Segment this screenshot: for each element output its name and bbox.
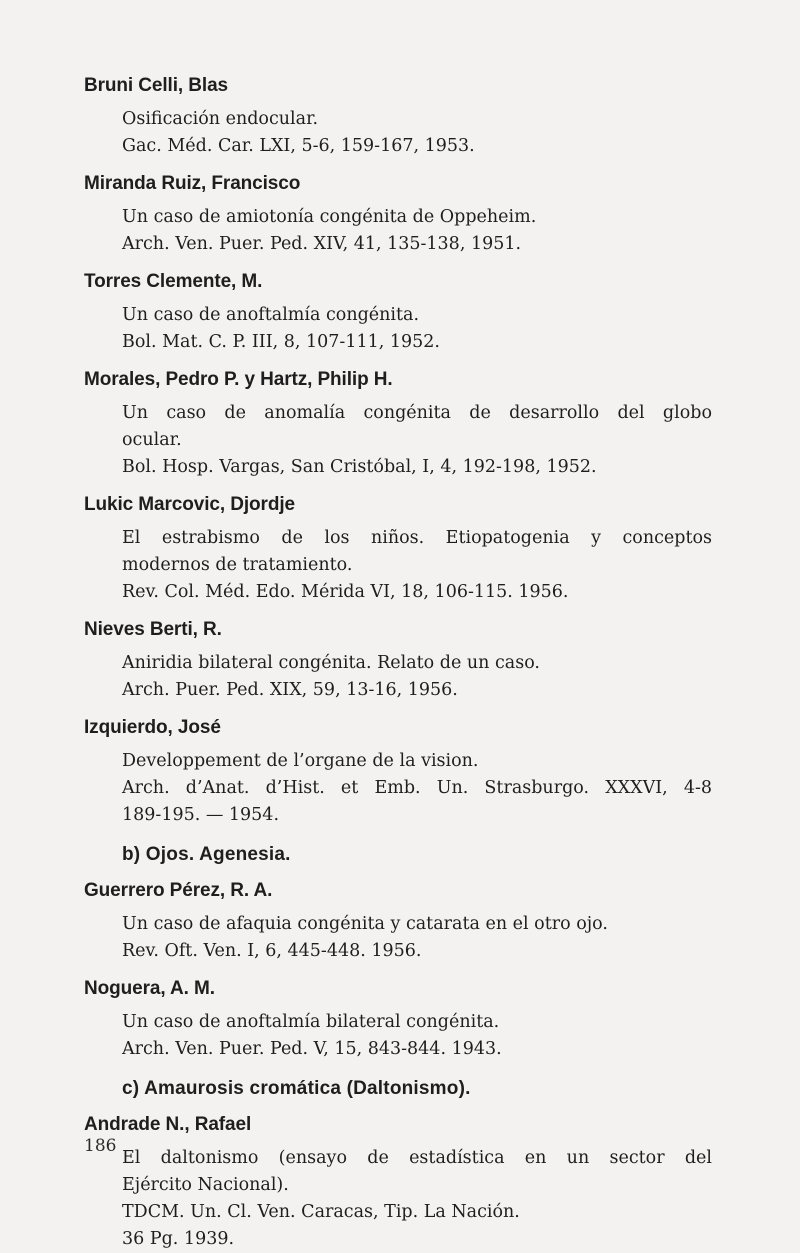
entry-author: Morales, Pedro P. y Hartz, Philip H.: [84, 369, 393, 390]
entry-line: 189-195. — 1954.: [122, 805, 280, 825]
entry-line: Arch. d’Anat. d’Hist. et Emb. Un. Strasburgo. XXXVI, 4-8: [122, 778, 712, 798]
bibliography-page: [84, 72, 712, 1253]
entry-body: [84, 1145, 712, 1253]
entry-line: Rev. Oft. Ven. I, 6, 445-448. 1956.: [122, 941, 422, 961]
entry-body: [84, 204, 712, 258]
entry-author: Guerrero Pérez, R. A.: [84, 880, 273, 901]
entry-line: modernos de tratamiento.: [122, 555, 353, 575]
entry-line: Bol. Mat. C. P. III, 8, 107-111, 1952.: [122, 332, 440, 352]
entry-line: Arch. Ven. Puer. Ped. XIV, 41, 135-138, 1951.: [122, 234, 522, 254]
entry-body: [84, 400, 712, 481]
section-heading: b) Ojos. Agenesia.: [122, 844, 291, 865]
page-number: 186: [84, 1136, 117, 1156]
entry-author: Andrade N., Rafael: [84, 1114, 252, 1135]
entry-line: Developpement de l’organe de la vision.: [122, 751, 479, 771]
entry-line: Rev. Col. Méd. Edo. Mérida VI, 18, 106-115. 1956.: [122, 582, 569, 602]
entry-line: Bol. Hosp. Vargas, San Cristóbal, I, 4, 192-198, 1952.: [122, 457, 597, 477]
entry-line: 36 Pg. 1939.: [122, 1229, 235, 1249]
entry-author: Torres Clemente, M.: [84, 271, 263, 292]
entry-body: [84, 106, 712, 160]
entry-line: El estrabismo de los niños. Etiopatogenia y conceptos: [122, 528, 712, 548]
entry-body: [84, 748, 712, 829]
entry-line: Un caso de anoftalmía congénita.: [122, 305, 420, 325]
entry-body: [84, 1009, 712, 1063]
entry-line: Un caso de amiotonía congénita de Oppeheim.: [122, 207, 537, 227]
entry-line: Ejército Nacional).: [122, 1175, 289, 1195]
entry-line: Un caso de anoftalmía bilateral congénita.: [122, 1012, 500, 1032]
entry-line: El daltonismo (ensayo de estadística en un sector del: [122, 1148, 712, 1168]
entry-author: Lukic Marcovic, Djordje: [84, 494, 295, 515]
entry-author: Miranda Ruiz, Francisco: [84, 173, 301, 194]
entry-author: Bruni Celli, Blas: [84, 75, 229, 96]
entry-body: [84, 525, 712, 606]
entry-line: ocular.: [122, 430, 182, 450]
entry-author: Izquierdo, José: [84, 717, 221, 738]
entry-line: Gac. Méd. Car. LXI, 5-6, 159-167, 1953.: [122, 136, 475, 156]
entry-line: Un caso de anomalía congénita de desarrollo del globo: [122, 403, 712, 423]
section-heading: c) Amaurosis cromática (Daltonismo).: [122, 1078, 471, 1099]
entry-line: Arch. Ven. Puer. Ped. V, 15, 843-844. 1943.: [122, 1039, 502, 1059]
entry-author: Noguera, A. M.: [84, 978, 215, 999]
entry-line: TDCM. Un. Cl. Ven. Caracas, Tip. La Nación.: [122, 1202, 520, 1222]
entry-line: Un caso de afaquia congénita y catarata en el otro ojo.: [122, 914, 608, 934]
entry-line: Aniridia bilateral congénita. Relato de un caso.: [122, 653, 540, 673]
entry-line: Arch. Puer. Ped. XIX, 59, 13-16, 1956.: [122, 680, 458, 700]
entry-body: [84, 302, 712, 356]
entry-line: Osificación endocular.: [122, 109, 319, 129]
entry-body: [84, 911, 712, 965]
entry-body: [84, 650, 712, 704]
entry-author: Nieves Berti, R.: [84, 619, 222, 640]
